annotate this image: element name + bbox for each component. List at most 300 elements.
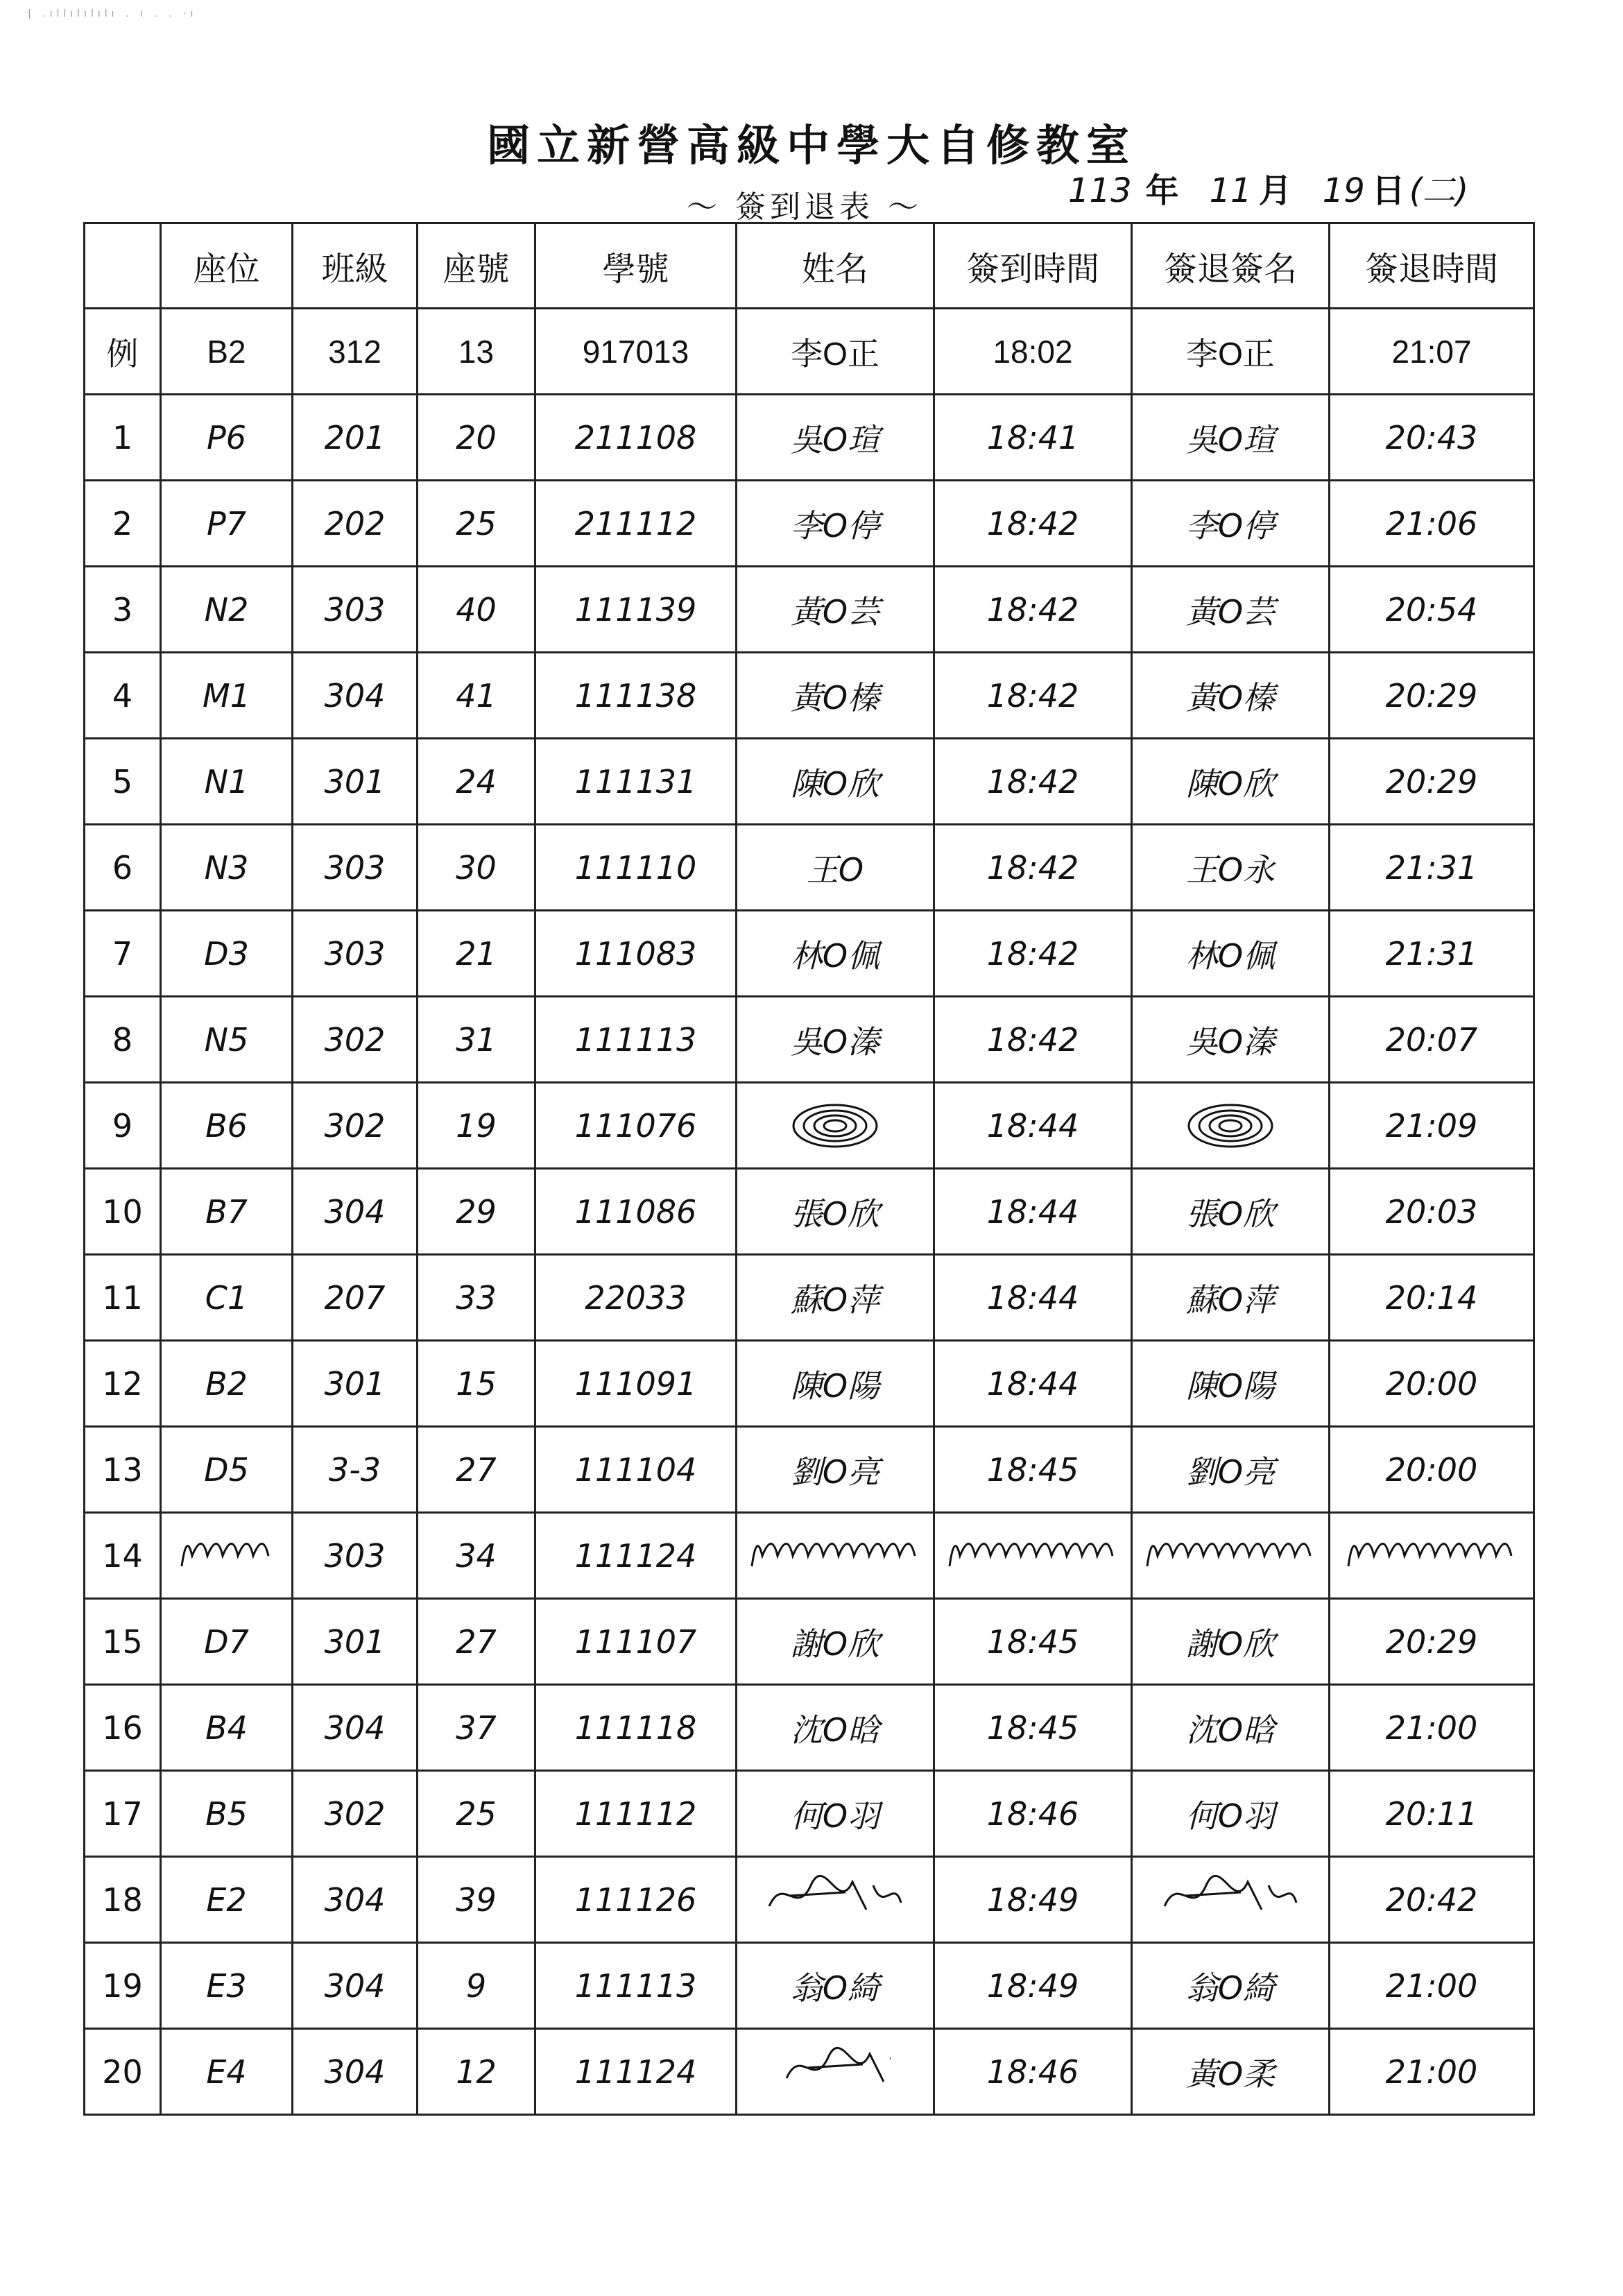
seat-cell	[161, 395, 293, 481]
signature-icon	[762, 1871, 908, 1920]
signout-time	[1330, 1857, 1534, 1943]
student-id-cell	[535, 1427, 737, 1513]
class-cell	[293, 567, 418, 653]
table-row	[85, 1255, 1534, 1341]
table-row	[85, 825, 1534, 911]
signout-signature	[1132, 997, 1330, 1083]
name-signature	[737, 1599, 934, 1685]
seat-cell	[161, 1599, 293, 1685]
seat-number-cell	[418, 653, 535, 739]
seat-cell	[161, 481, 293, 567]
name-signature-text: 劉O亮	[790, 1453, 880, 1491]
student-id-cell	[535, 911, 737, 997]
seat-cell-text: D3	[204, 934, 249, 973]
student-id-cell	[535, 1943, 737, 2029]
seat-number-cell-text: 30	[456, 848, 497, 886]
signout-time	[1330, 739, 1534, 825]
page-title: 國立新營高級中學大自修教室	[486, 120, 1136, 171]
table-row	[85, 1513, 1534, 1599]
signout-signature	[1132, 739, 1330, 825]
signin-time	[934, 1771, 1132, 1857]
student-id-cell	[535, 2029, 737, 2115]
row-index	[85, 2029, 161, 2115]
signout-signature	[1132, 1427, 1330, 1513]
signin-time-text: 18:41	[986, 418, 1079, 456]
row-index-text: 19	[102, 1967, 143, 2005]
seat-cell	[161, 911, 293, 997]
date-month-label: 月	[1258, 171, 1292, 210]
class-cell-text: 304	[324, 1708, 386, 1747]
student-id-cell	[535, 395, 737, 481]
scan-specks: | .ıllılılılı . ı . . ·ı	[28, 8, 198, 19]
seat-number-cell-text: 31	[456, 1020, 497, 1059]
student-id-cell-text: 211108	[574, 418, 697, 456]
row-index-text: 10	[102, 1192, 143, 1231]
seat-number-cell-text: 25	[456, 504, 497, 542]
signin-time	[934, 911, 1132, 997]
col-header-signin-time: 簽到時間	[934, 223, 1132, 309]
seat-cell-text: E3	[206, 1967, 247, 2005]
col-header-seat: 座位	[161, 223, 293, 309]
row-index-text: 13	[102, 1450, 143, 1489]
table-row	[85, 1857, 1534, 1943]
student-id-cell-text: 111086	[574, 1192, 697, 1231]
spiral-icon	[783, 1098, 887, 1154]
table-row	[85, 1341, 1534, 1427]
seat-cell	[161, 1341, 293, 1427]
signin-time	[934, 309, 1132, 395]
signout-time-text: 20:03	[1385, 1192, 1478, 1231]
student-id-cell-text: 111131	[574, 762, 697, 800]
signin-time	[934, 567, 1132, 653]
class-cell-text: 304	[324, 1881, 386, 1919]
student-id-cell	[535, 1255, 737, 1341]
signout-time	[1330, 2029, 1534, 2115]
signout-signature	[1132, 1169, 1330, 1255]
student-id-cell-text: 111138	[574, 676, 697, 714]
row-index	[85, 739, 161, 825]
row-index	[85, 1599, 161, 1685]
table-row	[85, 739, 1534, 825]
name-signature	[737, 1685, 934, 1771]
name-signature	[737, 911, 934, 997]
row-index	[85, 1685, 161, 1771]
signin-time-text: 18:42	[986, 762, 1079, 800]
signout-signature-text: 李O正	[1186, 335, 1275, 372]
signout-time-text: 21:00	[1385, 1967, 1478, 2005]
signin-time-text: 18:42	[986, 676, 1079, 714]
name-signature-text: 蘇O萍	[790, 1280, 880, 1319]
row-index	[85, 997, 161, 1083]
signout-time-text: 21:07	[1391, 333, 1472, 370]
signout-signature	[1132, 653, 1330, 739]
class-cell	[293, 1169, 418, 1255]
signin-time-text: 18:42	[986, 504, 1079, 542]
seat-number-cell	[418, 1341, 535, 1427]
table-row	[85, 1083, 1534, 1169]
student-id-cell	[535, 309, 737, 395]
seat-cell	[161, 997, 293, 1083]
signout-time-text: 20:42	[1385, 1881, 1478, 1919]
name-signature	[737, 481, 934, 567]
seat-number-cell	[418, 567, 535, 653]
class-cell-text: 304	[324, 1967, 386, 2005]
row-index-text: 5	[112, 762, 133, 800]
name-signature	[737, 1341, 934, 1427]
signout-time	[1330, 1599, 1534, 1685]
col-header-class: 班級	[293, 223, 418, 309]
row-index	[85, 395, 161, 481]
row-index-text: 2	[112, 504, 133, 542]
signin-time-text: 18:46	[986, 1794, 1079, 1833]
class-cell-text: 303	[324, 590, 386, 628]
signin-time	[934, 997, 1132, 1083]
class-cell-text: 302	[324, 1106, 386, 1145]
class-cell-text: 303	[324, 934, 386, 973]
scribble-icon	[748, 1525, 922, 1587]
name-signature	[737, 1771, 934, 1857]
signout-time	[1330, 1427, 1534, 1513]
seat-cell-text: B4	[205, 1708, 248, 1747]
seat-cell-text: C1	[205, 1278, 248, 1317]
seat-number-cell-text: 12	[456, 2053, 497, 2091]
name-signature	[737, 1083, 934, 1169]
seat-number-cell-text: 33	[456, 1278, 497, 1317]
seat-cell	[161, 2029, 293, 2115]
row-index-text: 7	[112, 934, 133, 973]
class-cell-text: 303	[324, 848, 386, 886]
signout-signature-text: 陳O陽	[1185, 1367, 1276, 1405]
signin-time-text: 18:49	[986, 1967, 1079, 2005]
student-id-cell-text: 111113	[574, 1967, 697, 2005]
row-index-text: 8	[112, 1020, 133, 1059]
signin-time	[934, 1685, 1132, 1771]
student-id-cell-text: 111113	[574, 1020, 697, 1059]
row-index-text: 4	[112, 676, 133, 714]
signout-signature	[1132, 911, 1330, 997]
student-id-cell-text: 111112	[574, 1794, 697, 1833]
student-id-cell-text: 111107	[574, 1622, 697, 1661]
seat-number-cell	[418, 1169, 535, 1255]
col-header-seat-number: 座號	[418, 223, 535, 309]
signout-time-text: 20:54	[1385, 590, 1478, 628]
signout-time-text: 20:29	[1385, 1622, 1478, 1661]
signout-time	[1330, 1685, 1534, 1771]
class-cell	[293, 1513, 418, 1599]
signin-time	[934, 1943, 1132, 2029]
class-cell	[293, 1255, 418, 1341]
seat-cell	[161, 653, 293, 739]
student-id-cell-text: 22033	[585, 1278, 687, 1317]
signin-time-text: 18:44	[986, 1192, 1079, 1231]
signout-signature	[1132, 1255, 1330, 1341]
row-index-text: 3	[112, 590, 133, 628]
signout-time	[1330, 309, 1534, 395]
row-index-text: 9	[112, 1106, 133, 1145]
seat-number-cell-text: 34	[456, 1536, 497, 1575]
row-index-text: 11	[102, 1278, 143, 1317]
seat-cell-text: D5	[204, 1450, 249, 1489]
signout-signature	[1132, 1771, 1330, 1857]
col-header-signout-time: 簽退時間	[1330, 223, 1534, 309]
signin-time	[934, 1599, 1132, 1685]
row-index	[85, 309, 161, 395]
student-id-cell-text: 111118	[574, 1708, 697, 1747]
seat-cell	[161, 309, 293, 395]
class-cell	[293, 825, 418, 911]
seat-number-cell-text: 27	[456, 1450, 497, 1489]
example-row	[85, 309, 1534, 395]
student-id-cell	[535, 825, 737, 911]
student-id-cell-text: 111139	[574, 590, 697, 628]
row-index-text: 12	[102, 1364, 143, 1403]
seat-cell	[161, 739, 293, 825]
class-cell	[293, 1685, 418, 1771]
signin-time-text: 18:44	[986, 1278, 1079, 1317]
class-cell	[293, 481, 418, 567]
signin-time	[934, 1857, 1132, 1943]
name-signature	[737, 1513, 934, 1599]
signout-time	[1330, 997, 1534, 1083]
signout-signature	[1132, 395, 1330, 481]
signin-time	[934, 1083, 1132, 1169]
class-cell	[293, 1857, 418, 1943]
student-id-cell-text: 111110	[574, 848, 697, 886]
signout-time	[1330, 567, 1534, 653]
date-month: 11	[1209, 171, 1252, 210]
signout-signature-text: 張O欣	[1185, 1194, 1276, 1233]
name-signature	[737, 997, 934, 1083]
class-cell-text: 304	[324, 2053, 386, 2091]
signout-time-text: 20:00	[1385, 1450, 1478, 1489]
seat-number-cell	[418, 395, 535, 481]
seat-number-cell	[418, 1599, 535, 1685]
seat-number-cell-text: 27	[456, 1622, 497, 1661]
class-cell	[293, 1341, 418, 1427]
class-cell-text: 302	[324, 1020, 386, 1059]
row-index-text: 14	[102, 1536, 143, 1575]
class-cell	[293, 739, 418, 825]
signout-signature-text: 黃O柔	[1185, 2055, 1276, 2093]
name-signature	[737, 2029, 934, 2115]
row-index-text: 15	[102, 1622, 143, 1661]
name-signature	[737, 1169, 934, 1255]
signout-signature	[1132, 1943, 1330, 2029]
seat-number-cell	[418, 739, 535, 825]
class-cell	[293, 997, 418, 1083]
table-row	[85, 997, 1534, 1083]
table-row	[85, 1685, 1534, 1771]
seat-number-cell	[418, 825, 535, 911]
signout-signature-text: 陳O欣	[1185, 764, 1276, 803]
class-cell-text: 301	[324, 1364, 386, 1403]
signin-time	[934, 739, 1132, 825]
seat-number-cell	[418, 1083, 535, 1169]
row-index	[85, 1943, 161, 2029]
seat-cell-text: D7	[204, 1622, 249, 1661]
table-row	[85, 481, 1534, 567]
table-row	[85, 567, 1534, 653]
seat-cell-text: B7	[205, 1192, 248, 1231]
signout-time-text: 21:31	[1385, 934, 1478, 973]
class-cell-text: 312	[328, 333, 381, 370]
seat-number-cell	[418, 1427, 535, 1513]
row-index	[85, 911, 161, 997]
col-header-name: 姓名	[737, 223, 934, 309]
student-id-cell	[535, 997, 737, 1083]
seat-cell	[161, 1169, 293, 1255]
row-index-text: 17	[102, 1794, 143, 1833]
date-year-label: 年	[1145, 171, 1179, 210]
seat-number-cell	[418, 997, 535, 1083]
signout-signature	[1132, 567, 1330, 653]
seat-number-cell	[418, 911, 535, 997]
signin-time-text: 18:44	[986, 1364, 1079, 1403]
scribble-icon	[178, 1525, 275, 1587]
row-index-text: 16	[102, 1708, 143, 1747]
signout-time	[1330, 1943, 1534, 2029]
seat-cell-text: B5	[205, 1794, 248, 1833]
name-signature-text: 翁O綺	[790, 1969, 880, 2007]
seat-number-cell	[418, 2029, 535, 2115]
name-signature	[737, 1857, 934, 1943]
signin-time-text: 18:02	[993, 333, 1073, 370]
name-signature	[737, 395, 934, 481]
signout-signature	[1132, 481, 1330, 567]
date-day-label: 日	[1371, 171, 1405, 210]
name-signature	[737, 1943, 934, 2029]
student-id-cell	[535, 653, 737, 739]
col-header-index	[85, 223, 161, 309]
seat-number-cell	[418, 309, 535, 395]
signin-time	[934, 825, 1132, 911]
class-cell-text: 207	[324, 1278, 386, 1317]
seat-cell-text: E4	[206, 2053, 247, 2091]
student-id-cell	[535, 1685, 737, 1771]
student-id-cell-text: 111083	[574, 934, 697, 973]
student-id-cell	[535, 1771, 737, 1857]
class-cell-text: 202	[324, 504, 386, 542]
signout-time	[1330, 1341, 1534, 1427]
row-index	[85, 1857, 161, 1943]
table-row	[85, 1427, 1534, 1513]
seat-number-cell-text: 37	[456, 1708, 497, 1747]
signout-time-text: 20:07	[1385, 1020, 1478, 1059]
signout-signature-text: 黃O榛	[1185, 678, 1276, 717]
row-index-text: 18	[102, 1881, 143, 1919]
row-index	[85, 1771, 161, 1857]
spiral-icon	[1178, 1098, 1282, 1154]
signout-signature-text: 黃O芸	[1185, 592, 1276, 631]
row-index-text: 20	[102, 2053, 143, 2091]
name-signature	[737, 1427, 934, 1513]
table-row	[85, 1169, 1534, 1255]
seat-cell-text: B2	[207, 333, 246, 370]
row-index	[85, 1513, 161, 1599]
signout-signature	[1132, 1599, 1330, 1685]
signout-signature-text: 吳O溱	[1185, 1022, 1276, 1061]
signature-icon	[1158, 1871, 1303, 1920]
seat-cell-text: P6	[206, 418, 246, 456]
seat-number-cell	[418, 1685, 535, 1771]
signout-signature-text: 李O停	[1185, 506, 1276, 545]
seat-number-cell	[418, 481, 535, 567]
table-row	[85, 1771, 1534, 1857]
signout-time-text: 20:11	[1385, 1794, 1478, 1833]
name-signature-text: 李O停	[790, 506, 880, 545]
signout-time-text: 21:00	[1385, 1708, 1478, 1747]
seat-cell-text: B6	[205, 1106, 248, 1145]
signin-time-text: 18:45	[986, 1622, 1079, 1661]
date-weekday: (二)	[1409, 171, 1469, 210]
class-cell	[293, 1943, 418, 2029]
signout-signature	[1132, 309, 1330, 395]
row-index	[85, 1341, 161, 1427]
class-cell-text: 303	[324, 1536, 386, 1575]
class-cell	[293, 2029, 418, 2115]
name-signature-text: 陳O陽	[790, 1367, 880, 1405]
seat-cell-text: N5	[204, 1020, 249, 1059]
name-signature-text: 何O羽	[790, 1797, 880, 1835]
header-row	[85, 223, 1534, 309]
class-cell-text: 302	[324, 1794, 386, 1833]
row-index	[85, 481, 161, 567]
seat-cell-text: P7	[206, 504, 246, 542]
seat-number-cell-text: 21	[456, 934, 497, 973]
signout-signature	[1132, 2029, 1330, 2115]
signin-table	[83, 222, 1535, 2116]
signout-time	[1330, 1169, 1534, 1255]
signin-time	[934, 2029, 1132, 2115]
col-header-student-id: 學號	[535, 223, 737, 309]
seat-cell	[161, 825, 293, 911]
name-signature	[737, 1255, 934, 1341]
signout-time	[1330, 1083, 1534, 1169]
seat-cell-text: E2	[206, 1881, 247, 1919]
class-cell	[293, 1771, 418, 1857]
row-index-text: 1	[112, 418, 133, 456]
table-row	[85, 395, 1534, 481]
row-index	[85, 567, 161, 653]
seat-number-cell-text: 40	[456, 590, 497, 628]
signout-time	[1330, 653, 1534, 739]
name-signature-text: 張O欣	[790, 1194, 880, 1233]
class-cell	[293, 911, 418, 997]
signout-signature-text: 何O羽	[1185, 1797, 1276, 1835]
student-id-cell	[535, 739, 737, 825]
signout-signature-text: 翁O綺	[1185, 1969, 1276, 2007]
seat-number-cell-text: 9	[465, 1967, 487, 2005]
class-cell-text: 301	[324, 1622, 386, 1661]
seat-cell-text: M1	[203, 676, 250, 714]
seat-cell	[161, 1083, 293, 1169]
seat-number-cell	[418, 1943, 535, 2029]
table-row	[85, 911, 1534, 997]
name-signature-text: 李O正	[791, 335, 879, 372]
seat-number-cell-text: 19	[456, 1106, 497, 1145]
seat-cell	[161, 567, 293, 653]
row-index	[85, 1255, 161, 1341]
name-signature-text: 謝O欣	[790, 1625, 880, 1663]
signout-time-text: 20:00	[1385, 1364, 1478, 1403]
student-id-cell	[535, 1513, 737, 1599]
student-id-cell-text: 111104	[574, 1450, 697, 1489]
seat-cell	[161, 1943, 293, 2029]
table-row	[85, 2029, 1534, 2115]
table-row	[85, 1599, 1534, 1685]
student-id-cell	[535, 1169, 737, 1255]
signout-time-text: 20:14	[1385, 1278, 1478, 1317]
